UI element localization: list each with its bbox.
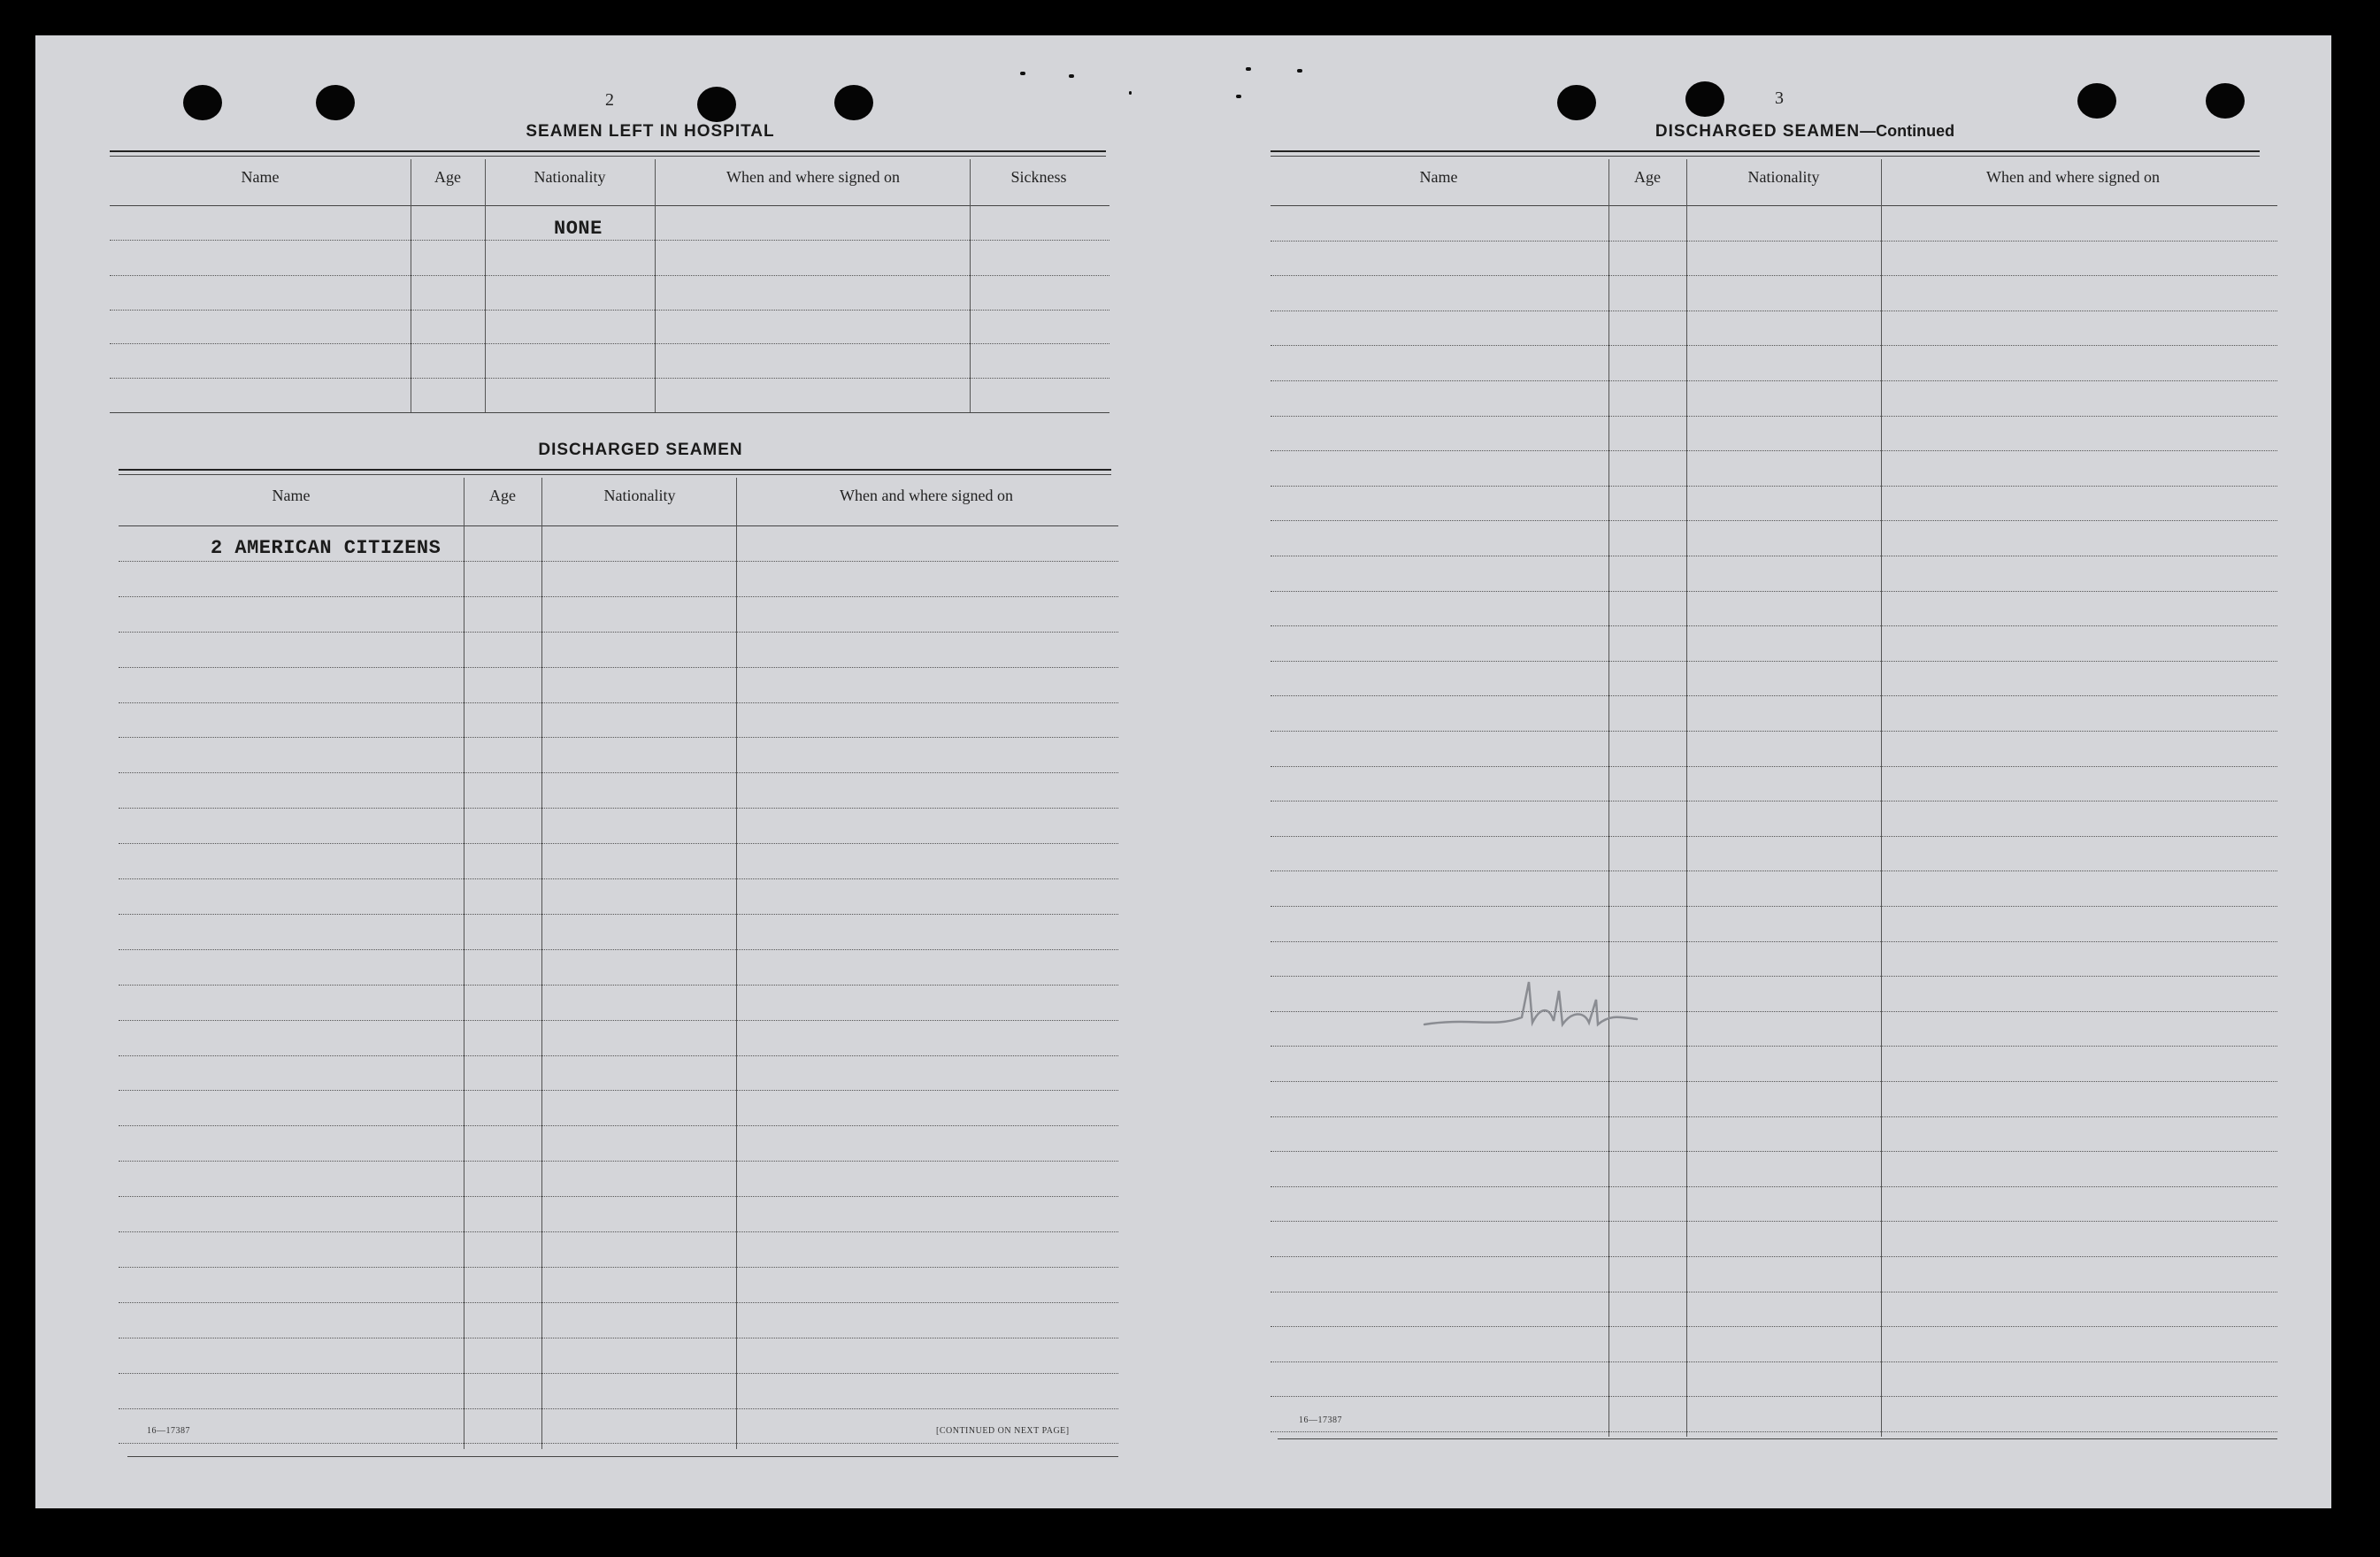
table-row — [119, 1125, 1118, 1126]
table-row — [119, 914, 1118, 915]
section-title-hospital: SEAMEN LEFT IN HOSPITAL — [526, 122, 775, 141]
punch-hole — [316, 85, 355, 120]
punch-hole — [1557, 85, 1596, 120]
continued-note: [CONTINUED ON NEXT PAGE] — [936, 1426, 1070, 1436]
page-number: 2 — [605, 90, 614, 110]
punch-hole — [2077, 83, 2116, 119]
table-row — [1271, 1361, 2277, 1362]
table-row — [1271, 1116, 2277, 1117]
column-divider — [541, 478, 542, 1449]
table-row — [1271, 520, 2277, 521]
column-header-sickness: Sickness — [1010, 168, 1067, 186]
column-divider — [1608, 159, 1609, 1437]
table-row — [119, 1090, 1118, 1091]
speck — [1246, 67, 1251, 71]
speck — [1129, 91, 1132, 95]
table-header-bottom — [1271, 205, 2277, 206]
column-divider — [1881, 159, 1882, 1437]
header-rule — [1271, 156, 2260, 157]
footer-rule — [1278, 1438, 2277, 1439]
table-row — [119, 737, 1118, 738]
table-row — [119, 1408, 1118, 1409]
section-title-discharged-continued — [1575, 122, 2035, 142]
punch-hole — [183, 85, 222, 120]
column-header-nationality: Nationality — [1747, 168, 1820, 186]
header-rule — [1271, 150, 2260, 152]
table-row — [119, 1020, 1118, 1021]
table-row — [119, 561, 1118, 562]
table-row — [1271, 1186, 2277, 1187]
column-header-signed-on: When and where signed on — [1986, 168, 2160, 186]
column-divider — [970, 159, 971, 412]
hospital-entry: NONE — [554, 218, 603, 240]
column-header-name: Name — [272, 487, 311, 504]
column-header-age: Age — [434, 168, 461, 186]
table-row — [1271, 1256, 2277, 1257]
discharged-entry: 2 AMERICAN CITIZENS — [211, 537, 441, 559]
table-row — [1271, 906, 2277, 907]
table-row — [119, 808, 1118, 809]
table-row — [119, 1267, 1118, 1268]
table-row — [1271, 695, 2277, 696]
table-row — [1271, 836, 2277, 837]
speck — [1236, 95, 1241, 98]
table-row — [1271, 450, 2277, 451]
table-row — [119, 702, 1118, 703]
form-number: 16—17387 — [147, 1426, 190, 1436]
column-divider — [655, 159, 656, 412]
table-row — [1271, 486, 2277, 487]
table-row — [119, 985, 1118, 986]
faint-signature — [1416, 955, 1681, 1044]
column-header-signed-on: When and where signed on — [726, 168, 900, 186]
table-row — [119, 596, 1118, 597]
punch-hole — [1685, 81, 1724, 117]
table-row — [119, 878, 1118, 879]
table-row — [119, 1373, 1118, 1374]
column-header-age: Age — [1634, 168, 1661, 186]
punch-hole — [697, 87, 736, 122]
table-row — [119, 1161, 1118, 1162]
header-rule — [119, 469, 1111, 471]
speck — [1069, 74, 1074, 78]
table-row — [119, 1443, 1118, 1444]
table-header-bottom — [110, 205, 1109, 206]
column-header-signed-on: When and where signed on — [840, 487, 1013, 504]
table-row — [1271, 1081, 2277, 1082]
punch-hole — [834, 85, 873, 120]
header-rule — [110, 150, 1106, 152]
table-row — [1271, 1151, 2277, 1152]
table-bottom — [110, 412, 1109, 413]
table-row — [1271, 345, 2277, 346]
table-row — [1271, 625, 2277, 626]
header-rule — [119, 474, 1111, 475]
table-row — [1271, 241, 2277, 242]
table-row — [1271, 416, 2277, 417]
column-header-name: Name — [1419, 168, 1458, 186]
speck — [1297, 69, 1302, 73]
column-header-name: Name — [241, 168, 280, 186]
header-rule — [110, 156, 1106, 157]
table-row — [110, 240, 1109, 241]
table-row — [119, 1231, 1118, 1232]
table-row — [119, 772, 1118, 773]
table-row — [119, 632, 1118, 633]
title-suffix: —Continued — [1860, 122, 1955, 140]
table-row — [1271, 1046, 2277, 1047]
table-row — [1271, 1221, 2277, 1222]
section-title-discharged: DISCHARGED SEAMEN — [538, 441, 743, 459]
page-number: 3 — [1775, 88, 1784, 108]
table-row — [110, 275, 1109, 276]
speck — [1020, 72, 1025, 75]
table-row — [110, 343, 1109, 344]
table-row — [1271, 941, 2277, 942]
table-row — [1271, 591, 2277, 592]
column-header-nationality: Nationality — [603, 487, 676, 504]
table-row — [1271, 661, 2277, 662]
table-row — [110, 378, 1109, 379]
table-row — [119, 667, 1118, 668]
table-row — [1271, 1396, 2277, 1397]
column-header-nationality: Nationality — [534, 168, 606, 186]
table-row — [1271, 380, 2277, 381]
column-divider — [736, 478, 737, 1449]
document-sheet — [35, 35, 2331, 1508]
table-row — [119, 949, 1118, 950]
table-row — [1271, 766, 2277, 767]
table-row — [119, 1302, 1118, 1303]
table-row — [119, 1196, 1118, 1197]
form-number: 16—17387 — [1299, 1415, 1342, 1425]
punch-hole — [2206, 83, 2245, 119]
column-divider — [1686, 159, 1687, 1437]
footer-rule — [127, 1456, 1118, 1457]
title-text: DISCHARGED SEAMEN — [1654, 122, 1861, 141]
table-row — [110, 310, 1109, 311]
table-row — [1271, 731, 2277, 732]
table-row — [119, 1055, 1118, 1056]
table-row — [1271, 1326, 2277, 1327]
table-header-bottom — [119, 525, 1118, 526]
column-header-age: Age — [489, 487, 516, 504]
table-row — [1271, 275, 2277, 276]
table-row — [1271, 1431, 2277, 1432]
column-divider — [485, 159, 486, 412]
table-row — [119, 843, 1118, 844]
table-row — [1271, 801, 2277, 802]
